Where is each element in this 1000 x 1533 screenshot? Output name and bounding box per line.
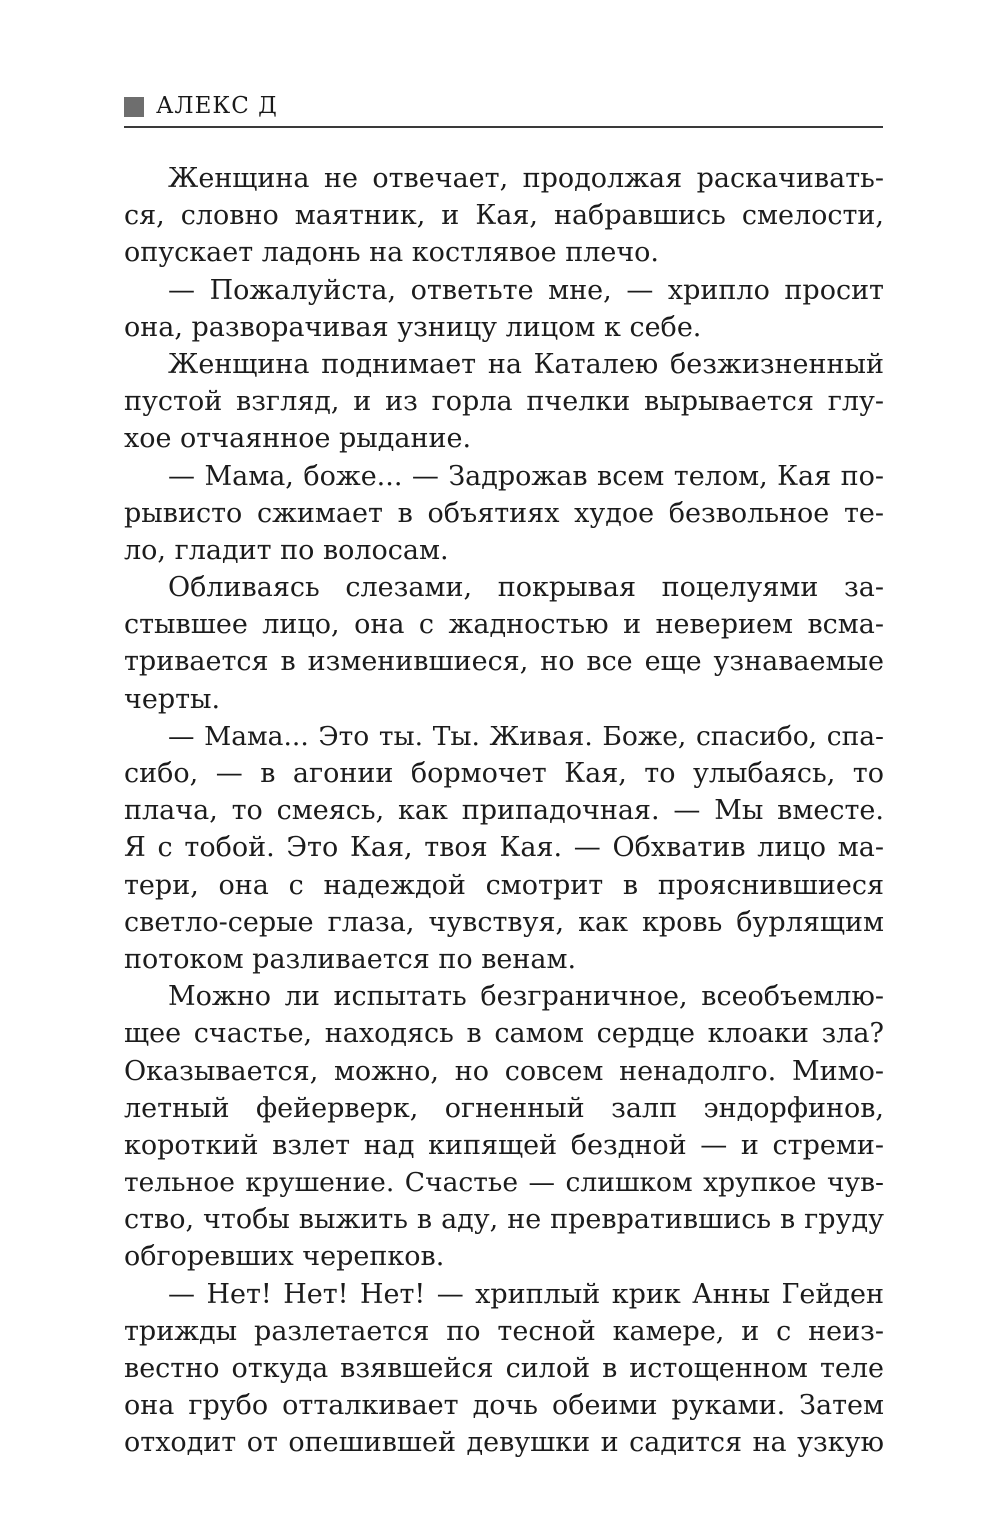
text-line: рывисто сжимает в объятиях худое безвольное те-: [124, 497, 884, 529]
text-line: хое отчаянное рыдание.: [124, 423, 472, 455]
text-line: — Нет! Нет! Нет! — хриплый крик Анны Гейден: [168, 1278, 884, 1310]
text-line: — Мама, боже... — Задрожав всем телом, Кая по-: [168, 460, 884, 492]
text-line: опускает ладонь на костлявое плечо.: [124, 237, 660, 269]
text-line: она грубо отталкивает дочь обеими руками. Затем: [124, 1390, 884, 1422]
text-line: светло-серые глаза, чувствуя, как кровь бурлящим: [124, 906, 884, 938]
text-line: Можно ли испытать безграничное, всеобъемлю-: [168, 981, 884, 1013]
text-line: сибо, — в агонии бормочет Кая, то улыбаясь, то: [124, 758, 884, 789]
text-line: ся, словно маятник, и Кая, набравшись смелости,: [124, 200, 884, 232]
running-header: [124, 92, 883, 128]
text-line: стывшее лицо, она с жадностью и неверием всма-: [124, 609, 884, 641]
text-line: тери, она с надеждой смотрит в прояснившиеся: [124, 869, 884, 901]
text-line: Женщина поднимает на Каталею безжизненный: [168, 348, 884, 380]
text-line: трижды разлетается по тесной камере, и с неиз-: [124, 1315, 884, 1347]
header-square-ornament: [124, 97, 144, 117]
text-line: летный фейерверк, огненный залп эндорфинов,: [124, 1092, 884, 1124]
text-line: Я с тобой. Это Кая, твоя Кая. — Обхватив лицо ма-: [124, 832, 884, 864]
text-line: потоком разливается по венам.: [124, 943, 577, 975]
text-line: Оказывается, можно, но совсем ненадолго. Мимо-: [124, 1055, 884, 1087]
text-line: — Мама... Это ты. Ты. Живая. Боже, спасибо, спа-: [168, 720, 884, 752]
author-name: АЛЕКС Д: [156, 93, 278, 119]
text-line: ло, гладит по волосам.: [124, 534, 449, 566]
text-line: ство, чтобы выжить в аду, не превратившись в груду: [124, 1204, 884, 1236]
text-line: короткий взлет над кипящей бездной — и стреми-: [124, 1129, 884, 1161]
text-line: тривается в изменившиеся, но все еще узнаваемые: [124, 646, 884, 678]
text-line: вестно откуда взявшейся силой в истощенном теле: [124, 1353, 884, 1384]
text-line: — Пожалуйста, ответьте мне, — хрипло просит: [168, 274, 884, 306]
text-line: обгоревших черепков.: [124, 1241, 445, 1273]
text-line: черты.: [124, 683, 221, 715]
text-line: плача, то смеясь, как припадочная. — Мы вместе.: [124, 795, 884, 827]
body-text: [124, 160, 884, 1462]
text-line: пустой взгляд, и из горла пчелки вырывается глу-: [124, 386, 884, 418]
text-line: тельное крушение. Счастье — слишком хрупкое чув-: [124, 1167, 884, 1199]
text-line: Обливаясь слезами, покрывая поцелуями за-: [168, 572, 884, 604]
text-line: Женщина не отвечает, продолжая раскачивать-: [168, 163, 884, 194]
text-line: отходит от опешившей девушки и садится на узкую: [124, 1427, 884, 1459]
text-line: она, разворачивая узницу лицом к себе.: [124, 311, 702, 343]
text-line: щее счастье, находясь в самом сердце клоаки зла?: [124, 1018, 884, 1050]
